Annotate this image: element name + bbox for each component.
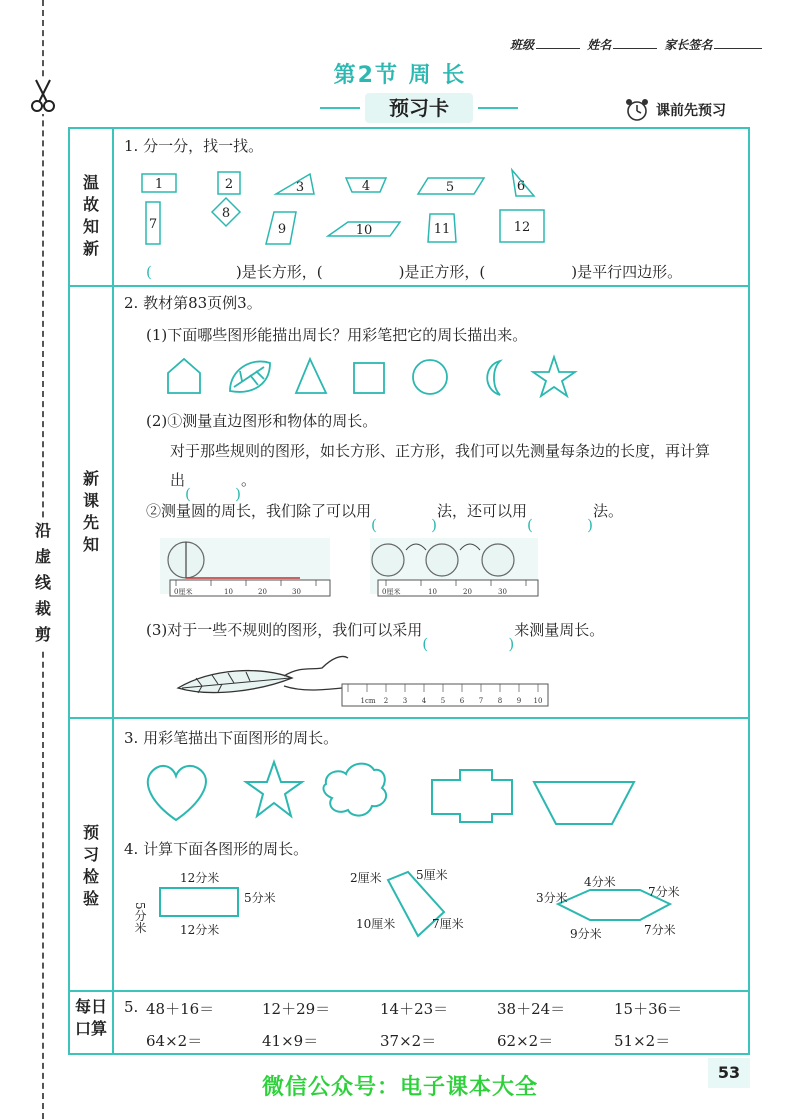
parent-sign-blank[interactable] [714, 38, 762, 49]
shape-label-10: 10 [355, 223, 373, 238]
ruler-left-tick-30: 30 [292, 588, 301, 596]
q2-circle-line [146, 500, 623, 521]
triangle-shape [296, 359, 326, 393]
q4-rect-bottom: 12分米 [180, 923, 220, 937]
shape-label-5: 5 [445, 180, 455, 195]
q4-hex-d: 7分米 [644, 923, 676, 937]
section-label-review: 温故知新 [82, 173, 99, 258]
q4-quad-c: 10厘米 [356, 917, 396, 931]
leaf-ruler-label-6: 6 [459, 697, 465, 705]
ruler-left-tick-10: 10 [224, 588, 233, 596]
q4-rect-top: 12分米 [180, 871, 220, 885]
q5-row2-item4: 62×2＝ [497, 1032, 554, 1050]
q2-sub1: (1)下面哪些图形能描出周长？用彩笔把它的周长描出来。 [146, 326, 528, 344]
ruler-right-tick-10: 10 [428, 588, 437, 596]
q1-title: 1. 分一分，找一找。 [124, 137, 264, 155]
shape-label-3: 3 [295, 180, 305, 195]
preview-badge-text: 课前先预习 [656, 103, 726, 119]
q2-sub3-pre: (3)对于一些不规则的图形，我们可以采用 [146, 621, 423, 639]
preview-badge [624, 98, 726, 122]
q1-shapes [124, 160, 564, 256]
name-label: 姓名 [587, 38, 612, 52]
leaf-ruler-label-7: 7 [478, 697, 484, 705]
q1-para-text: )是平行四边形。 [571, 263, 683, 281]
parent-sign-label: 家长签名 [664, 38, 713, 52]
star-shape [533, 357, 575, 396]
q2-shapes [160, 355, 585, 401]
student-info-fields [510, 36, 765, 53]
divider-2 [68, 717, 750, 719]
leaf-ruler-label-9: 9 [516, 697, 522, 705]
q5-row1-item5: 15＋36＝ [614, 1000, 683, 1018]
shape-label-4: 4 [361, 179, 371, 194]
q4-quad-d: 7厘米 [432, 917, 464, 931]
q3-shapes [140, 758, 640, 828]
q5-row2-item1: 64×2＝ [146, 1032, 203, 1050]
footer-watermark: 微信公众号：电子课本大全 [261, 1075, 538, 1100]
ruler-right [378, 580, 538, 596]
shape-label-7: 7 [148, 217, 158, 232]
class-label: 班级 [510, 38, 535, 52]
q2-sub2-body2 [170, 469, 256, 490]
page-number: 53 [708, 1058, 750, 1088]
q2-sub2-body2-pre: 出 [170, 471, 186, 489]
crescent-shape [487, 361, 500, 395]
ruler-right-unit: 0厘米 [382, 588, 401, 596]
measure-circle-roll-1 [372, 544, 404, 576]
shape-label-9: 9 [277, 222, 287, 237]
heart-shape [148, 766, 206, 820]
cut-label: 沿虚线裁剪 [31, 518, 55, 648]
feather-leaf [178, 671, 292, 693]
q4-rect-left: 5分米 [133, 902, 147, 934]
q3-title: 3. 用彩笔描出下面图形的周长。 [124, 729, 339, 747]
leaf-ruler-label-8: 8 [497, 697, 503, 705]
leaf-ruler-label-1: 1cm [360, 697, 376, 705]
shape-label-6: 6 [516, 179, 526, 194]
ruler-right-tick-20: 20 [463, 588, 472, 596]
leaf-ruler-label-2: 2 [383, 697, 389, 705]
shape-label-12: 12 [513, 220, 531, 235]
q5-row2-item3: 37×2＝ [380, 1032, 437, 1050]
circle-shape [413, 360, 447, 394]
hand-shape [284, 656, 348, 690]
measure-circle-roll-3 [482, 544, 514, 576]
q1-rect-text: )是长方形，( [235, 263, 323, 281]
section-label-daily: 每日口算 [74, 997, 107, 1038]
q5-row1-item1: 48＋16＝ [146, 1000, 215, 1018]
q5-row1-item3: 14＋23＝ [380, 1000, 449, 1018]
section-title: 第2节 周 长 [333, 63, 467, 88]
label-column-divider [112, 127, 114, 1055]
measure-circle-roll-2 [426, 544, 458, 576]
q5-label: 5. [124, 998, 139, 1016]
leaf-ruler-label-3: 3 [402, 697, 408, 705]
q5-row1-item4: 38＋24＝ [497, 1000, 566, 1018]
q2-sub3-post: 来测量周长。 [514, 621, 605, 639]
leaf-ruler-label-5: 5 [440, 697, 446, 705]
q2-circle-mid: 法，还可以用 [437, 502, 528, 520]
house-shape [168, 359, 200, 393]
trapezoid-shape [534, 782, 634, 824]
star5-shape [246, 762, 302, 816]
leaf-measure-illustration [172, 648, 550, 710]
irregular-leaf-shape [324, 764, 387, 816]
shape-label-11: 11 [433, 222, 451, 237]
q2-circle-pre: ②测量圆的周长，我们除了可以用 [146, 502, 372, 520]
name-blank[interactable] [613, 38, 657, 49]
q4-rect-right: 5分米 [244, 891, 276, 905]
q4-hex-a: 3分米 [536, 891, 568, 905]
q4-quad-b: 5厘米 [416, 868, 448, 882]
q5-row2-item5: 51×2＝ [614, 1032, 671, 1050]
divider-3 [68, 990, 750, 992]
q2-sub2-body1: 对于那些规则的图形，如长方形、正方形，我们可以先测量每条边的长度，再计算 [170, 442, 711, 460]
divider-1 [68, 285, 750, 287]
ruler-left-unit: 0厘米 [174, 588, 193, 596]
q4-figures [133, 862, 700, 944]
cross-shape [432, 770, 512, 822]
card-title: 预习卡 [365, 93, 473, 123]
q2-title: 2. 教材第83页例3。 [124, 294, 262, 312]
section-label-new: 新课先知 [82, 469, 99, 554]
q4-hex-b: 4分米 [584, 875, 616, 889]
class-blank[interactable] [536, 38, 580, 49]
q2-circle-post: 法。 [593, 502, 624, 520]
q4-quad-a: 2厘米 [350, 871, 382, 885]
q2-sub2-title: (2)①测量直边图形和物体的周长。 [146, 412, 378, 430]
q1-open-paren: ( [146, 263, 152, 281]
q1-square-text: )是正方形，( [398, 263, 486, 281]
shape-label-8: 8 [221, 206, 231, 221]
shape-label-1: 1 [154, 177, 164, 192]
q4-rectangle [160, 888, 238, 916]
q4-hex-e: 9分米 [570, 927, 602, 941]
shape-label-2: 2 [224, 177, 234, 192]
q4-hex-c: 7分米 [648, 885, 680, 899]
q4-title: 4. 计算下面各图形的周长。 [124, 840, 309, 858]
leaf-ruler-label-4: 4 [421, 697, 427, 705]
ruler-right-tick-30: 30 [498, 588, 507, 596]
alarm-clock-icon [624, 98, 650, 122]
section-label-check: 预习检验 [82, 823, 99, 908]
q2-sub2-body2-post: 。 [241, 471, 257, 489]
circle-measure-illustrations [160, 532, 540, 602]
square-shape [354, 363, 384, 393]
q5-row2-item2: 41×9＝ [262, 1032, 319, 1050]
leaf-shape [230, 361, 270, 391]
ruler-left [170, 580, 330, 596]
q5-row1-item2: 12＋29＝ [262, 1000, 331, 1018]
q2-sub3-line [146, 619, 604, 640]
ruler-left-tick-20: 20 [258, 588, 267, 596]
q1-answer-line [146, 261, 682, 282]
leaf-ruler-label-10: 10 [533, 697, 543, 705]
